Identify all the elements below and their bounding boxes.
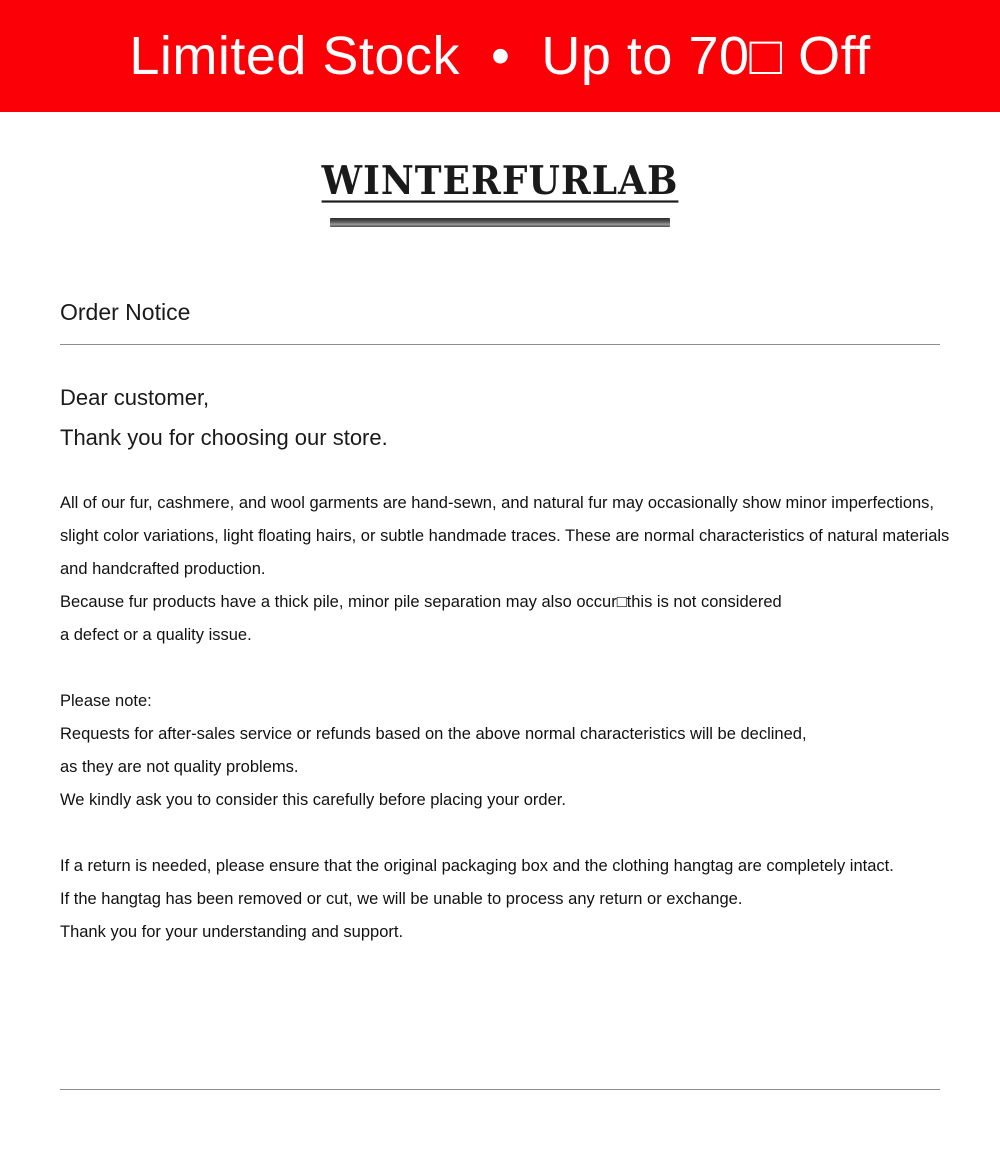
brand-underline-bar — [330, 218, 670, 227]
paragraph-materials: All of our fur, cashmere, and wool garments are hand-sewn, and natural fur may occasionally show minor imperfections, slight color variations, light floating hairs, or subtle handmade traces. These are normal characteristics of natural materials and handcrafted production. — [60, 494, 950, 578]
spacer-1 — [60, 652, 958, 685]
please-note-line-3: We kindly ask you to consider this carefully before placing your order. — [60, 791, 566, 809]
greeting-block — [40, 385, 960, 451]
page-title: Order Notice — [60, 299, 191, 325]
paragraph-pile-line-1: Because fur products have a thick pile, minor pile separation may also occur□this is not considered — [60, 593, 782, 611]
return-policy-paragraph: If a return is needed, please ensure that the original packaging box and the clothing hangtag are completely intact. — [60, 857, 894, 875]
please-note-heading: Please note: — [60, 692, 152, 710]
promo-banner — [0, 0, 1000, 112]
greeting-line-1: Dear customer, — [60, 385, 210, 410]
notice-body — [40, 487, 960, 949]
spacer-2 — [60, 817, 958, 850]
brand-name: WINTERFURLAB — [321, 158, 679, 204]
return-policy-line-2: If the hangtag has been removed or cut, we will be unable to process any return or exchange. — [60, 890, 743, 908]
paragraph-pile-line-2: a defect or a quality issue. — [60, 626, 252, 644]
greeting-line-2: Thank you for choosing our store. — [60, 425, 388, 450]
title-divider — [60, 344, 940, 345]
please-note-line-1: Requests for after-sales service or refunds based on the above normal characteristics will be declined, — [60, 725, 807, 743]
promo-banner-text: Limited Stock • Up to 70□ Off — [129, 26, 871, 86]
footer-divider — [60, 1089, 940, 1090]
notice-sheet — [0, 299, 1000, 949]
brand-header — [0, 160, 1000, 227]
closing-line: Thank you for your understanding and support. — [60, 923, 404, 941]
please-note-line-2: as they are not quality problems. — [60, 758, 299, 776]
